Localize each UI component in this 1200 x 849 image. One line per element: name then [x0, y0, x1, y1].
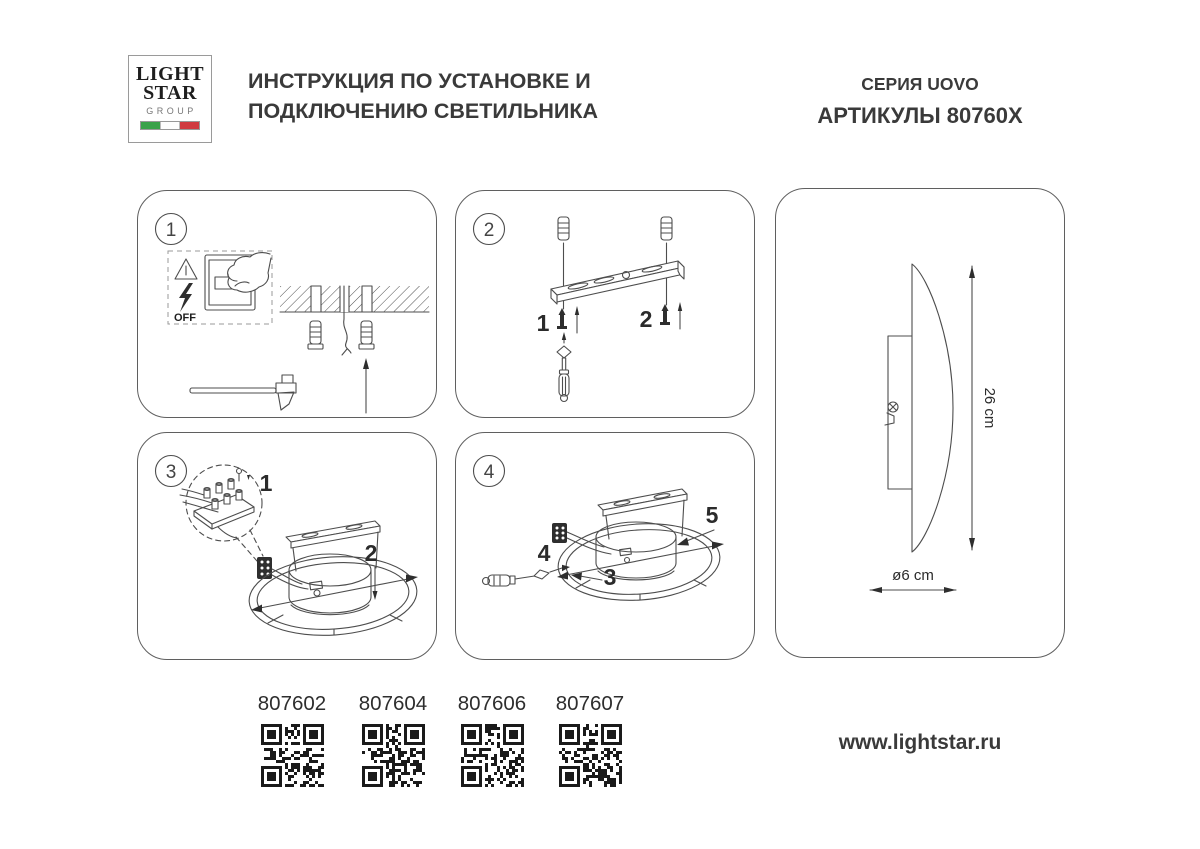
- step-3-panel: [137, 432, 437, 660]
- qr-code: [461, 724, 524, 787]
- connector-icon: [552, 523, 567, 543]
- step-number-badge: [474, 456, 505, 487]
- screwdriver-icon: [483, 565, 571, 586]
- title-line-1: ИНСТРУКЦИЯ ПО УСТАНОВКЕ И: [248, 69, 591, 93]
- svg-text:2: 2: [483, 220, 495, 241]
- height-dimension: [969, 266, 998, 550]
- power-off-warning: [168, 251, 272, 324]
- series-name: СЕРИЯ UOVO: [861, 74, 979, 94]
- step-1-panel: [137, 190, 437, 418]
- diameter-label: ø6 cm: [892, 567, 934, 584]
- wall-bracket-screw-icon: [885, 402, 898, 425]
- article-column: [455, 692, 529, 787]
- up-arrow: [678, 302, 682, 329]
- article-column: [553, 692, 627, 787]
- step4-label-3: 3: [603, 564, 617, 590]
- article-code: 807607: [555, 692, 625, 715]
- fixture-base-drawing: [246, 521, 419, 641]
- article-column: [356, 692, 430, 787]
- height-label: 26 cm: [981, 387, 998, 429]
- step-4-panel: [455, 432, 755, 660]
- article-column: [255, 692, 329, 787]
- title-line-2: ПОДКЛЮЧЕНИЮ СВЕТИЛЬНИКА: [248, 99, 599, 123]
- step4-label-4: 4: [537, 540, 551, 566]
- website-link: www.lightstar.ru: [838, 731, 1002, 754]
- dowel-icon: [308, 321, 323, 349]
- svg-text:3: 3: [165, 462, 177, 483]
- connector-icon: [257, 557, 272, 579]
- qr-code: [261, 724, 324, 787]
- step4-label-5: 5: [705, 502, 719, 528]
- step-2-panel: [455, 190, 755, 418]
- svg-text:1: 1: [165, 220, 177, 241]
- article-code: 807606: [457, 692, 527, 715]
- off-label: OFF: [174, 312, 196, 324]
- lightstar-logo: [128, 55, 212, 143]
- left-arrow: [571, 573, 602, 581]
- logo-group: GROUP: [146, 106, 197, 116]
- dowel-icon: [661, 217, 672, 240]
- step2-label-2: 2: [639, 306, 653, 332]
- screwdriver-icon: [557, 332, 571, 402]
- step-number-badge: [156, 456, 187, 487]
- logo-light: LIGHT: [135, 63, 205, 85]
- screw-icon: [660, 304, 670, 325]
- down-arrow: [373, 567, 378, 600]
- series-block: [775, 74, 1065, 129]
- page-title: [248, 66, 598, 126]
- svg-text:4: 4: [483, 462, 495, 483]
- up-arrow: [363, 358, 369, 413]
- up-arrow: [575, 306, 579, 333]
- expand-arrow: [251, 575, 418, 613]
- expand-arrow: [557, 542, 724, 580]
- italian-flag-icon: [140, 121, 200, 130]
- step-number-badge: [474, 214, 505, 245]
- step3-label-1: 1: [259, 470, 273, 496]
- dowel-icon: [558, 217, 569, 240]
- diameter-dimension: [870, 567, 956, 593]
- side-view-panel: [775, 188, 1065, 658]
- screw-icon: [557, 308, 567, 329]
- lightning-bolt-icon: [179, 283, 193, 312]
- article-code: 807602: [257, 692, 327, 715]
- ceiling-drawing: [280, 286, 429, 355]
- dowel-icon: [359, 321, 374, 349]
- articles-label: АРТИКУЛЫ 80760X: [817, 103, 1023, 128]
- warning-triangle-icon: [175, 259, 197, 279]
- qr-code: [362, 724, 425, 787]
- mounting-bracket-icon: [551, 261, 684, 304]
- qr-code: [559, 724, 622, 787]
- drill-tool-icon: [190, 375, 296, 410]
- fixture-profile-drawing: [885, 264, 953, 552]
- article-code: 807604: [358, 692, 428, 715]
- logo-star: STAR: [143, 82, 197, 104]
- step2-label-1: 1: [536, 310, 550, 336]
- fixture-base-drawing: [556, 489, 723, 606]
- step3-label-2: 2: [364, 540, 378, 566]
- hand-icon: [228, 253, 271, 293]
- step-number-badge: [156, 214, 187, 245]
